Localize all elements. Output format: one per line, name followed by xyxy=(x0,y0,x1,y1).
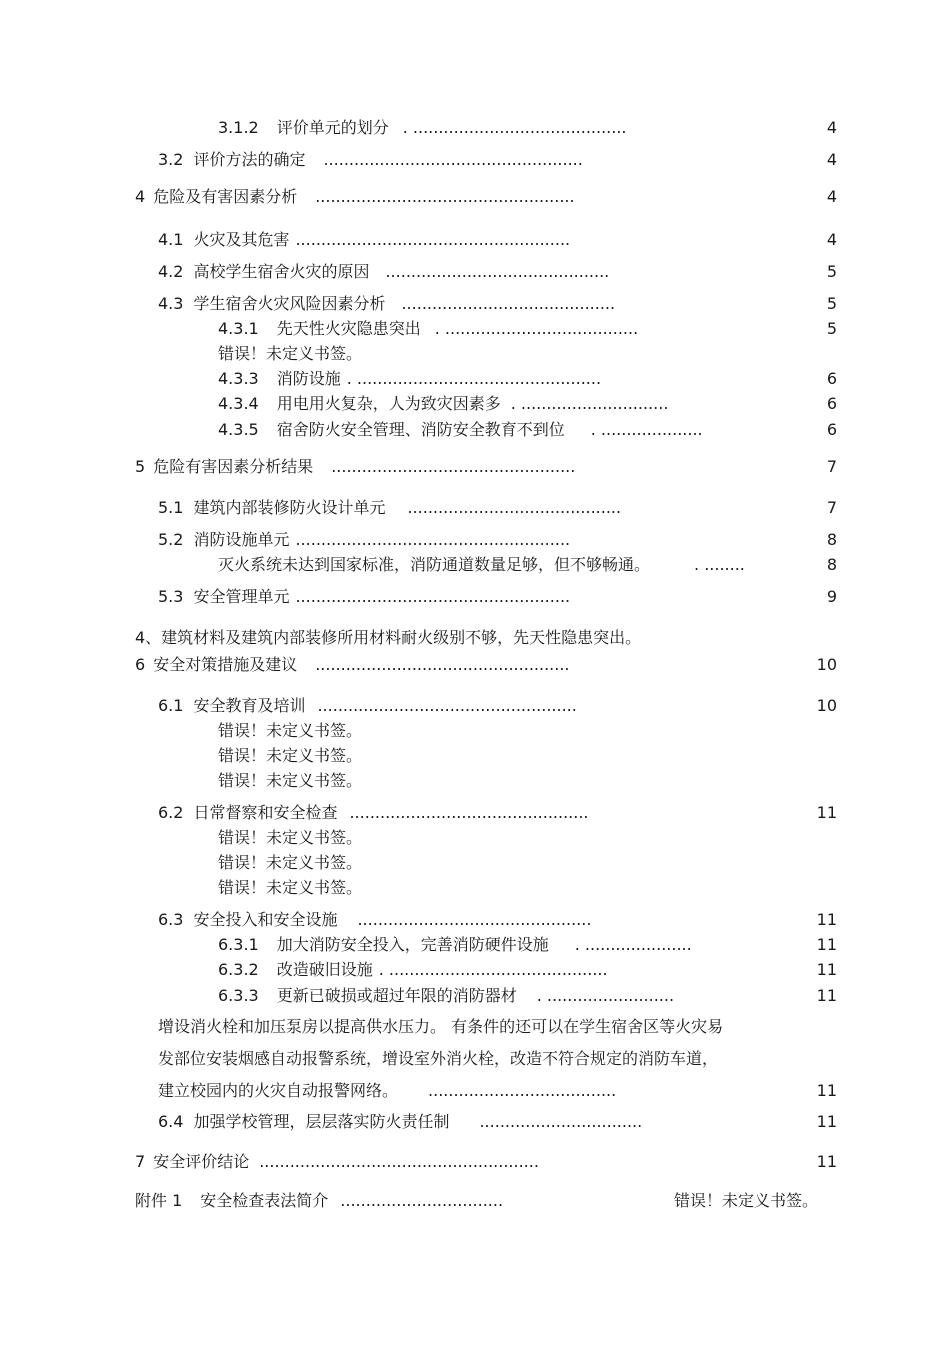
toc-page-number: 10 xyxy=(816,655,837,674)
toc-leader: . ............................. xyxy=(510,394,669,413)
bookmark-error-text: 错误！未定义书签。 xyxy=(218,878,363,897)
toc-title: 建立校园内的火灾自动报警网络。 xyxy=(158,1081,399,1100)
toc-leader: .............................................. xyxy=(357,910,592,929)
toc-leader: ............................................... xyxy=(349,803,589,822)
toc-number: 4.3.3 xyxy=(218,369,259,388)
toc-leader: .................................................. xyxy=(315,655,570,674)
toc-entry-4-1[interactable] xyxy=(158,230,570,250)
toc-number: 4 xyxy=(135,187,146,206)
toc-page-number: 6 xyxy=(826,394,837,413)
toc-entry-5-2-sub[interactable] xyxy=(218,555,745,575)
toc-title: 评价单元的划分 xyxy=(276,118,389,137)
toc-entry-4[interactable] xyxy=(135,187,575,207)
toc-title: 宿舍防火安全管理、消防安全教育不到位 xyxy=(276,420,565,439)
toc-entry-4-3[interactable] xyxy=(158,294,615,314)
bookmark-error-text: 错误！未定义书签。 xyxy=(674,1191,819,1210)
toc-page-number: 5 xyxy=(826,294,837,313)
toc-title: 安全管理单元 xyxy=(193,587,290,606)
toc-number: 4.3 xyxy=(158,294,184,313)
toc-page-number: 11 xyxy=(816,1081,837,1100)
toc-page-number: 11 xyxy=(816,986,837,1005)
toc-entry-6-2[interactable] xyxy=(158,803,589,823)
toc-title: 高校学生宿舍火灾的原因 xyxy=(193,262,370,281)
toc-page-number: 7 xyxy=(826,457,837,476)
toc-entry-3-2[interactable] xyxy=(158,150,583,170)
toc-leader: . .................... xyxy=(590,420,703,439)
toc-entry-6[interactable] xyxy=(135,655,570,675)
toc-leader: ................................................ xyxy=(331,457,576,476)
toc-number: 6.1 xyxy=(158,696,184,715)
bookmark-error-text: 错误！未定义书签。 xyxy=(218,746,363,765)
toc-title: 消防设施单元 xyxy=(193,530,290,549)
toc-entry-4-3-4[interactable] xyxy=(218,394,668,414)
toc-page-number: 4 xyxy=(826,230,837,249)
toc-number: 6.2 xyxy=(158,803,184,822)
body-text-line: 发部位安装烟感自动报警系统，增设室外消火栓，改造不符合规定的消防车道， xyxy=(158,1049,719,1068)
toc-leader: ...................................................... xyxy=(295,230,571,249)
toc-title: 先天性火灾隐患突出 xyxy=(276,319,421,338)
toc-entry-appendix-1[interactable] xyxy=(135,1191,503,1211)
toc-page-number: 4 xyxy=(826,150,837,169)
toc-entry-3-1-2[interactable] xyxy=(218,118,627,138)
toc-number: 6.3.3 xyxy=(218,986,259,1005)
toc-entry-4-2[interactable] xyxy=(158,262,609,282)
toc-title: 改造破旧设施 xyxy=(276,960,373,979)
toc-title: 学生宿舍火灾风险因素分析 xyxy=(193,294,386,313)
bookmark-error-text: 错误！未定义书签。 xyxy=(218,721,363,740)
toc-leader: ................................................... xyxy=(315,187,575,206)
toc-leader: . ................................................ xyxy=(346,369,602,388)
toc-title: 日常督察和安全检查 xyxy=(193,803,338,822)
toc-leader: ................................................... xyxy=(317,696,577,715)
toc-entry-4-3-3[interactable] xyxy=(218,369,601,389)
toc-entry-6-1[interactable] xyxy=(158,696,577,716)
toc-title: 灭火系统未达到国家标准，消防通道数量足够，但不够畅通。 xyxy=(218,555,651,574)
toc-number: 7 xyxy=(135,1152,146,1171)
toc-page-number: 11 xyxy=(816,960,837,979)
toc-leader: ................................................... xyxy=(323,150,583,169)
toc-number: 5.3 xyxy=(158,587,184,606)
toc-page-number: 10 xyxy=(816,696,837,715)
toc-leader: . ......................... xyxy=(536,986,675,1005)
body-text-line: 4、建筑材料及建筑内部装修所用材料耐火级别不够，先天性隐患突出。 xyxy=(135,628,642,647)
toc-title: 加强学校管理，层层落实防火责任制 xyxy=(193,1112,450,1131)
toc-number: 4.1 xyxy=(158,230,184,249)
toc-leader: ...................................................... xyxy=(295,530,571,549)
toc-number: 6.3.1 xyxy=(218,935,259,954)
toc-number: 3.2 xyxy=(158,150,184,169)
toc-number: 6 xyxy=(135,655,146,674)
body-text-line: 增设消火栓和加压泵房以提高供水压力。 有条件的还可以在学生宿舍区等火灾易 xyxy=(158,1017,724,1036)
bookmark-error-text: 错误！未定义书签。 xyxy=(218,853,363,872)
toc-title: 用电用火复杂，人为致灾因素多 xyxy=(276,394,501,413)
toc-number: 5.1 xyxy=(158,498,184,517)
toc-title: 危险有害因素分析结果 xyxy=(153,457,314,476)
toc-title: 评价方法的确定 xyxy=(193,150,306,169)
toc-leader: . ...................................... xyxy=(434,319,639,338)
toc-page-number: 4 xyxy=(826,187,837,206)
toc-title: 建筑内部装修防火设计单元 xyxy=(193,498,386,517)
toc-number: 5 xyxy=(135,457,146,476)
toc-leader: ....................................................... xyxy=(259,1152,539,1171)
toc-leader: ..................................... xyxy=(428,1081,617,1100)
toc-entry-4-3-1[interactable] xyxy=(218,319,638,339)
toc-entry-5-1[interactable] xyxy=(158,498,621,518)
toc-page-number: 11 xyxy=(816,935,837,954)
toc-title: 安全评价结论 xyxy=(153,1152,250,1171)
bookmark-error-text: 错误！未定义书签。 xyxy=(218,771,363,790)
toc-leader: .......................................... xyxy=(401,294,616,313)
toc-title: 安全教育及培训 xyxy=(193,696,306,715)
toc-leader: ............................................ xyxy=(385,262,610,281)
toc-leader: . ........................................... xyxy=(378,960,608,979)
toc-leader: . .......................................... xyxy=(402,118,627,137)
toc-leader: ................................ xyxy=(479,1112,643,1131)
bookmark-error-text: 错误！未定义书签。 xyxy=(218,828,363,847)
toc-page-number: 11 xyxy=(816,1112,837,1131)
toc-entry-6-3-tail[interactable] xyxy=(158,1081,616,1101)
toc-entry-5-2[interactable] xyxy=(158,530,570,550)
toc-page-number: 4 xyxy=(826,118,837,137)
toc-entry-6-3-1[interactable] xyxy=(218,935,692,955)
toc-number: 附件 1 xyxy=(135,1191,183,1210)
toc-leader: ...................................................... xyxy=(295,587,571,606)
toc-number: 4.2 xyxy=(158,262,184,281)
toc-title: 火灾及其危害 xyxy=(193,230,290,249)
toc-page-number: 9 xyxy=(826,587,837,606)
toc-page-number: 7 xyxy=(826,498,837,517)
toc-title: 安全对策措施及建议 xyxy=(153,655,298,674)
toc-entry-7[interactable] xyxy=(135,1152,539,1172)
toc-page-number: 6 xyxy=(826,420,837,439)
toc-page-number: 11 xyxy=(816,910,837,929)
toc-entry-6-3[interactable] xyxy=(158,910,591,930)
toc-number: 4.3.4 xyxy=(218,394,259,413)
toc-number: 6.4 xyxy=(158,1112,184,1131)
toc-entry-6-4[interactable] xyxy=(158,1112,642,1132)
toc-leader: . ..................... xyxy=(574,935,692,954)
toc-title: 安全投入和安全设施 xyxy=(193,910,338,929)
toc-entry-6-3-3[interactable] xyxy=(218,986,674,1006)
toc-page-number: 8 xyxy=(826,530,837,549)
toc-number: 4.3.5 xyxy=(218,420,259,439)
toc-title: 加大消防安全投入，完善消防硬件设施 xyxy=(276,935,549,954)
toc-page-number: 11 xyxy=(816,1152,837,1171)
toc-leader: . ........ xyxy=(694,555,745,574)
toc-number: 6.3.2 xyxy=(218,960,259,979)
toc-page-number: 5 xyxy=(826,262,837,281)
toc-number: 6.3 xyxy=(158,910,184,929)
toc-leader: .......................................... xyxy=(407,498,622,517)
toc-entry-5[interactable] xyxy=(135,457,575,477)
toc-title: 危险及有害因素分析 xyxy=(153,187,298,206)
toc-page-number: 6 xyxy=(826,369,837,388)
toc-number: 4.3.1 xyxy=(218,319,259,338)
bookmark-error-text: 错误！未定义书签。 xyxy=(218,344,363,363)
toc-leader: ................................ xyxy=(340,1191,504,1210)
toc-page-number: 8 xyxy=(826,555,837,574)
toc-title: 消防设施 xyxy=(276,369,341,388)
toc-number: 3.1.2 xyxy=(218,118,259,137)
toc-page-number: 5 xyxy=(826,319,837,338)
toc-entry-5-3[interactable] xyxy=(158,587,570,607)
toc-title: 安全检查表法简介 xyxy=(200,1191,329,1210)
toc-title: 更新已破损或超过年限的消防器材 xyxy=(276,986,517,1005)
toc-entry-6-3-2[interactable] xyxy=(218,960,608,980)
toc-entry-4-3-5[interactable] xyxy=(218,420,703,440)
toc-number: 5.2 xyxy=(158,530,184,549)
toc-page-number: 11 xyxy=(816,803,837,822)
